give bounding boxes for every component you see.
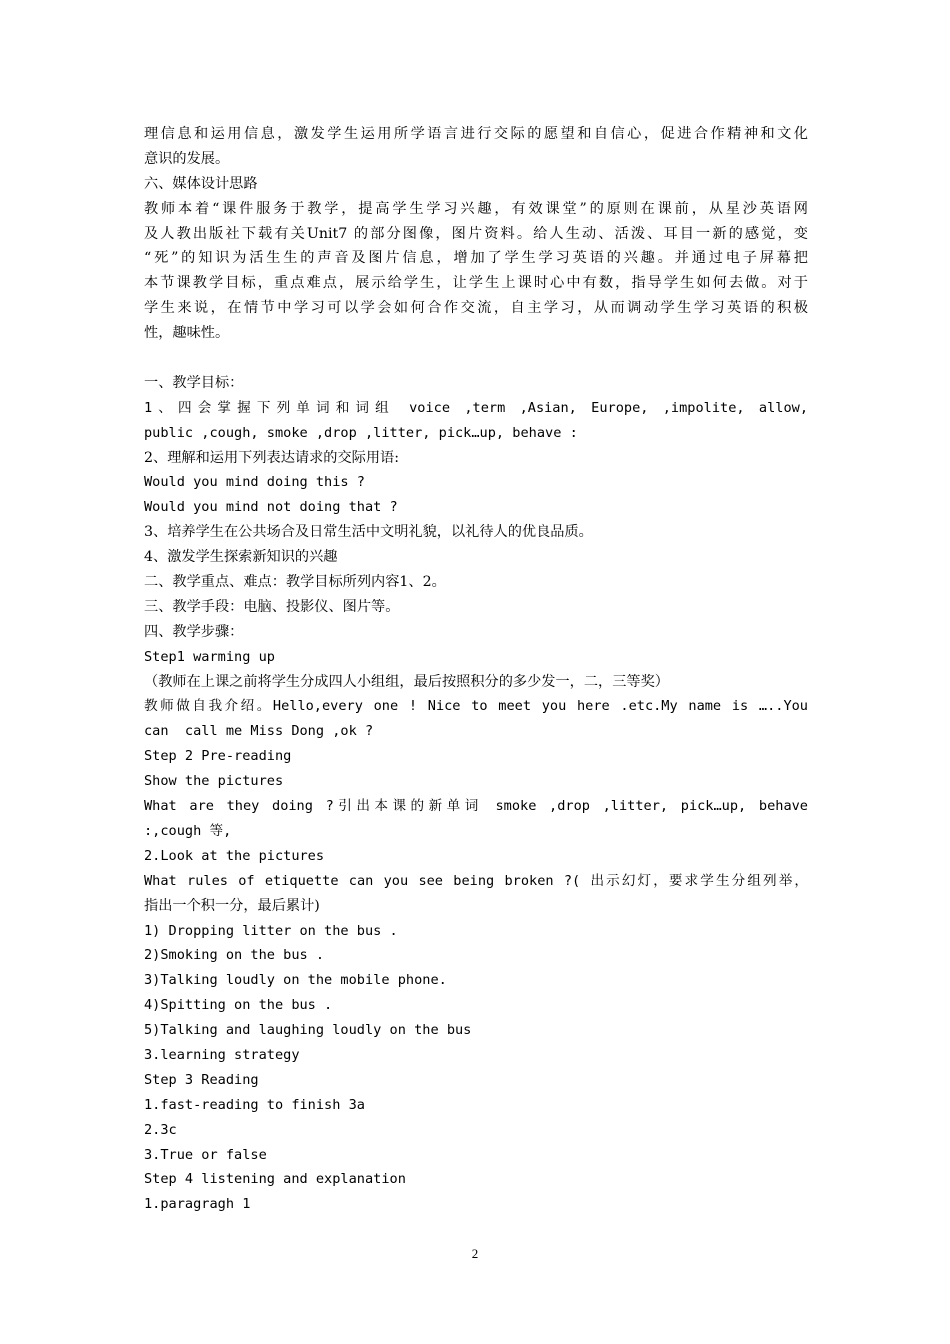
text-line: 学生来说，在情节中学习可以学会如何合作交流，自主学习，从而调动学生学习英语的积极	[144, 300, 808, 317]
list-item: 2.3c	[144, 1121, 177, 1138]
step-heading: Step1 warming up	[144, 648, 275, 665]
text-line: 2、理解和运用下列表达请求的交际用语:	[144, 449, 399, 466]
text-line: 3、培养学生在公共场合及日常生活中文明礼貌，以礼待人的优良品质。	[144, 524, 593, 541]
text-line: 本节课教学目标，重点难点，展示给学生，让学生上课时心中有数，指导学生如何去做。对于	[144, 275, 808, 292]
step-heading: Step 3 Reading	[144, 1071, 259, 1088]
text-line: 教师做自我介绍。Hello,every one ! Nice to meet you here .etc.My name is …..You	[144, 698, 808, 715]
text-line: Would you mind not doing that ?	[144, 499, 398, 516]
text-line: :,cough 等,	[144, 822, 232, 839]
text-line: “死”的知识为活生生的声音及图片信息，增加了学生学习英语的兴趣。并通过电子屏幕把	[144, 250, 808, 267]
text-line: 2.Look at the pictures	[144, 847, 325, 864]
document-body	[144, 122, 808, 1217]
text-line: （教师在上课之前将学生分成四人小组组，最后按照积分的多少发一，二，三等奖）	[144, 673, 669, 690]
text-line: can call me Miss Dong ,ok ?	[144, 723, 374, 740]
text-line: 性，趣味性。	[144, 325, 230, 342]
text-line: 3.learning strategy	[144, 1046, 300, 1063]
text-line: Would you mind doing this ?	[144, 474, 365, 491]
list-item: 1.paragragh 1	[144, 1196, 251, 1213]
section-heading: 二、教学重点、难点：教学目标所列内容1、2。	[144, 574, 446, 591]
text-line: What rules of etiquette can you see being broken ?( 出示幻灯，要求学生分组列举，	[144, 872, 808, 889]
text-line: public ,cough, smoke ,drop ,litter, pick…up, behave :	[144, 424, 578, 441]
list-item: 3)Talking loudly on the mobile phone.	[144, 972, 447, 989]
list-item: 4)Spitting on the bus .	[144, 997, 333, 1014]
text-line: 及人教出版社下载有关Unit7 的部分图像，图片资料。给人生动、活泼、耳目一新的感觉，变	[144, 225, 808, 242]
text-line: What are they doing ?引出本课的新单词 smoke ,drop ,litter, pick…up, behave	[144, 798, 808, 815]
list-item: 2)Smoking on the bus .	[144, 947, 325, 964]
text-line: 4、激发学生探索新知识的兴趣	[144, 549, 338, 566]
section-heading: 三、教学手段：电脑、投影仪、图片等。	[144, 598, 400, 615]
list-item: 1) Dropping litter on the bus .	[144, 922, 398, 939]
text-line: 理信息和运用信息，激发学生运用所学语言进行交际的愿望和自信心，促进合作精神和文化	[144, 126, 808, 142]
text-line: 1、四会掌握下列单词和词组 voice ,term ,Asian, Europe, ,impolite, allow,	[144, 399, 808, 416]
section-heading: 四、教学步骤：	[144, 623, 244, 640]
blank-line	[144, 346, 808, 371]
page-number: 2	[471, 1246, 479, 1261]
text-line: 教师本着“课件服务于教学，提高学生学习兴趣，有效课堂”的原则在课前，从星沙英语网	[144, 200, 808, 217]
step-heading: Step 2 Pre-reading	[144, 748, 292, 765]
list-item: 3.True or false	[144, 1146, 267, 1163]
text-line: 意识的发展。	[144, 150, 230, 167]
section-heading: 六、媒体设计思路	[144, 175, 258, 192]
list-item: 1.fast-reading to finish 3a	[144, 1096, 365, 1113]
text-line: 指出一个积一分，最后累计)	[144, 897, 320, 914]
text-line: Show the pictures	[144, 773, 284, 790]
list-item: 5)Talking and laughing loudly on the bus	[144, 1022, 472, 1039]
section-heading: 一、教学目标：	[144, 374, 244, 391]
step-heading: Step 4 listening and explanation	[144, 1171, 406, 1188]
